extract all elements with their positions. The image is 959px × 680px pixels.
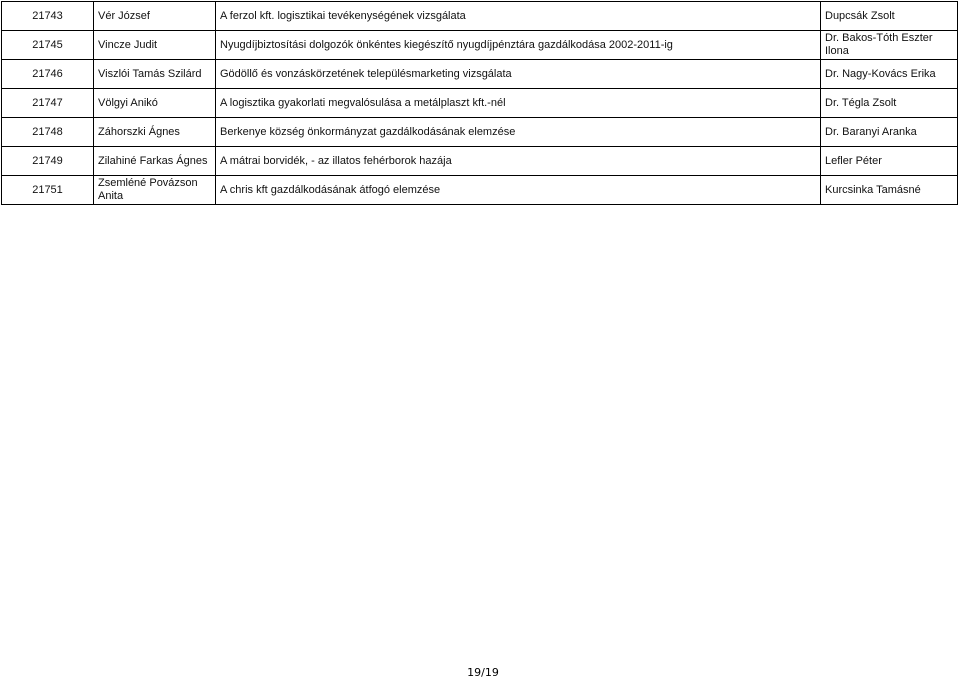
thesis-title: A ferzol kft. logisztikai tevékenységének vizsgálata xyxy=(216,2,821,31)
student-id: 21749 xyxy=(2,147,94,176)
table-row xyxy=(2,31,958,60)
table-row xyxy=(2,89,958,118)
thesis-title: A chris kft gazdálkodásának átfogó elemzése xyxy=(216,176,821,205)
supervisor-name: Dupcsák Zsolt xyxy=(821,2,958,31)
supervisor-name: Kurcsinka Tamásné xyxy=(821,176,958,205)
student-name: Vincze Judit xyxy=(94,31,216,60)
student-name: Zsemléné Povázson Anita xyxy=(94,176,216,205)
student-id: 21743 xyxy=(2,2,94,31)
table-row xyxy=(2,60,958,89)
thesis-title: A logisztika gyakorlati megvalósulása a metálplaszt kft.-nél xyxy=(216,89,821,118)
supervisor-name: Dr. Bakos-Tóth Eszter Ilona xyxy=(821,31,958,60)
thesis-title: Gödöllő és vonzáskörzetének településmarketing vizsgálata xyxy=(216,60,821,89)
thesis-title: A mátrai borvidék, - az illatos fehérborok hazája xyxy=(216,147,821,176)
student-name: Vér József xyxy=(94,2,216,31)
student-id: 21747 xyxy=(2,89,94,118)
table-row xyxy=(2,176,958,205)
supervisor-name: Dr. Baranyi Aranka xyxy=(821,118,958,147)
student-name: Záhorszki Ágnes xyxy=(94,118,216,147)
student-id: 21748 xyxy=(2,118,94,147)
table-row xyxy=(2,147,958,176)
table-row xyxy=(2,2,958,31)
student-name: Viszlói Tamás Szilárd xyxy=(94,60,216,89)
supervisor-name: Lefler Péter xyxy=(821,147,958,176)
student-id: 21745 xyxy=(2,31,94,60)
student-id: 21746 xyxy=(2,60,94,89)
student-id: 21751 xyxy=(2,176,94,205)
supervisor-name: Dr. Nagy-Kovács Erika xyxy=(821,60,958,89)
thesis-title: Berkenye község önkormányzat gazdálkodásának elemzése xyxy=(216,118,821,147)
page-number: 19/19 xyxy=(467,666,499,679)
thesis-title: Nyugdíjbiztosítási dolgozók önkéntes kiegészítő nyugdíjpénztára gazdálkodása 2002-2011-ig xyxy=(216,31,821,60)
thesis-list-table xyxy=(1,1,958,205)
table-row xyxy=(2,118,958,147)
student-name: Zilahiné Farkas Ágnes xyxy=(94,147,216,176)
student-name: Völgyi Anikó xyxy=(94,89,216,118)
supervisor-name: Dr. Tégla Zsolt xyxy=(821,89,958,118)
